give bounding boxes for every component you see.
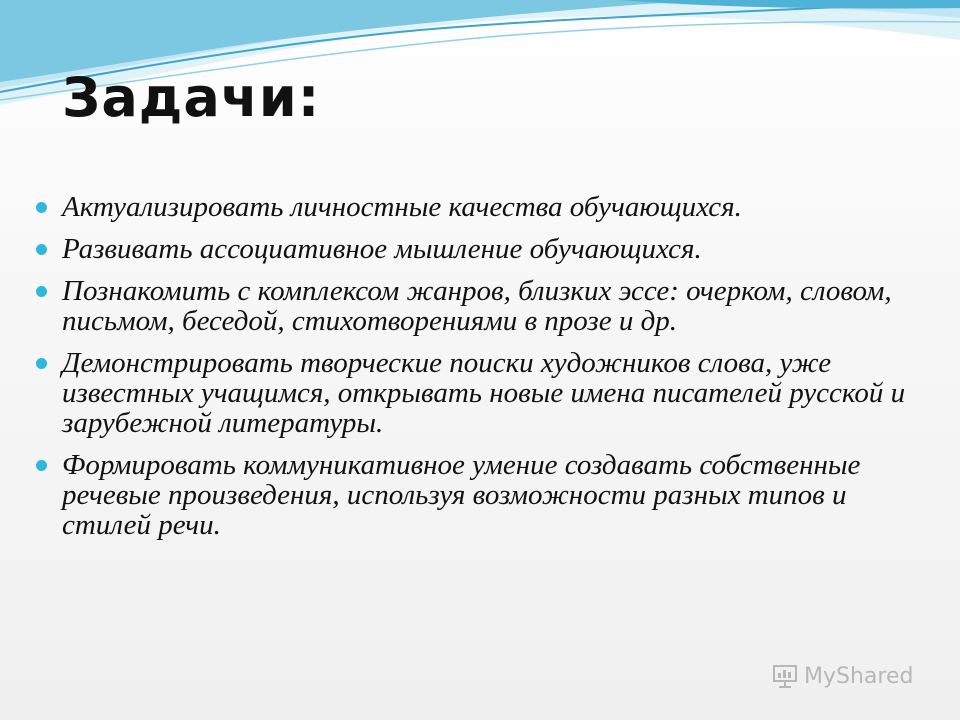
slide-title: Задачи: — [62, 66, 321, 129]
bullet-dot-icon — [36, 202, 47, 213]
bullet-dot-icon — [36, 460, 47, 471]
bullet-item — [36, 450, 936, 540]
bullet-text: Познакомить с комплексом жанров, близких эссе: очерком, словом, письмом, беседой, стихотворениями в прозе и др. — [62, 275, 892, 337]
presentation-board-icon — [772, 663, 798, 689]
watermark-text: MyShared — [804, 663, 914, 689]
bullet-dot-icon — [36, 358, 47, 369]
bullet-text: Демонстрировать творческие поиски художников слова, уже известных учащимся, открывать новые имена писателей русской и зарубежной литературы. — [62, 347, 906, 439]
bullet-text: Развивать ассоциативное мышление обучающихся. — [62, 233, 702, 265]
bullet-dot-icon — [36, 286, 47, 297]
bullet-item — [36, 348, 936, 438]
bullet-item — [36, 276, 936, 336]
bullet-text: Актуализировать личностные качества обучающихся. — [62, 191, 742, 223]
bullet-dot-icon — [36, 244, 47, 255]
watermark — [772, 660, 932, 692]
bullet-item — [36, 234, 936, 264]
bullet-item — [36, 192, 936, 222]
bullet-text: Формировать коммуникативное умение создавать собственные речевые произведения, используя возможности разных типов и стилей речи. — [62, 449, 861, 541]
bullet-list — [36, 192, 936, 552]
